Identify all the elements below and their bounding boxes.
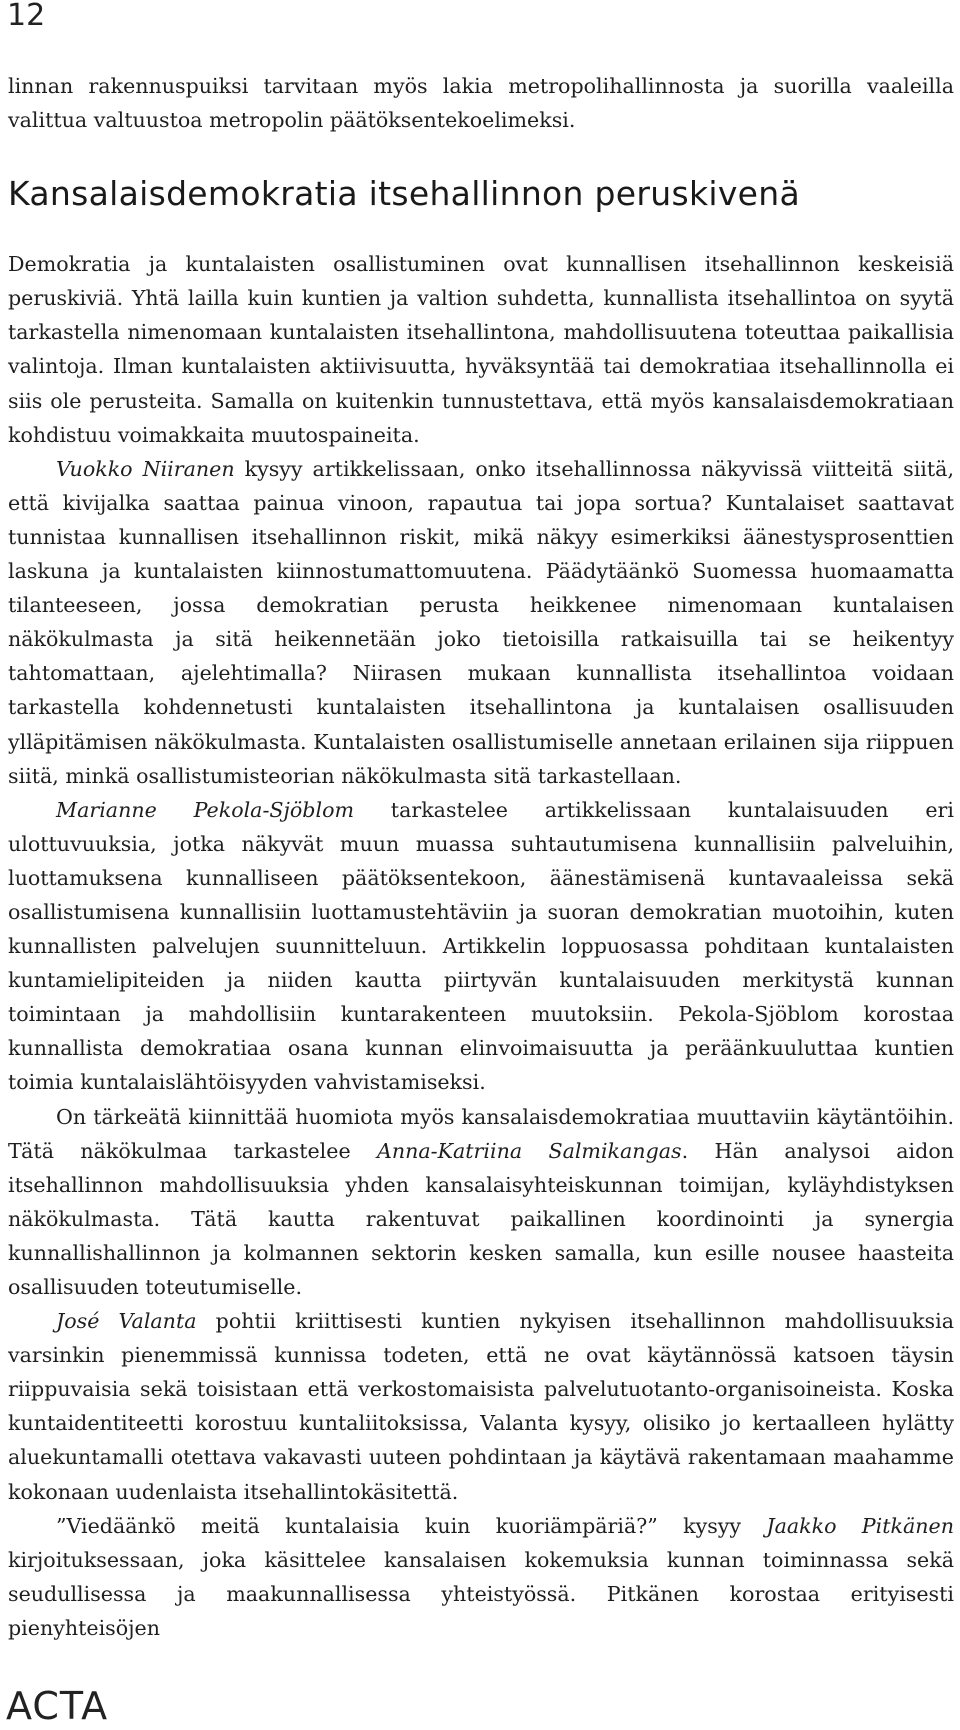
paragraph-text: On tärkeätä kiinnittää huomiota myös kansalaisdemokratiaa muuttaviin käytäntöihin. Tätä näkökulmaa tarkastelee [8, 1104, 954, 1163]
paragraph-text: ”Viedäänkö meitä kuntalaisia kuin kuoriämpäriä?” kysyy [56, 1513, 767, 1538]
author-name: Jaakko Pitkänen [766, 1513, 954, 1538]
author-name: Marianne Pekola-Sjöblom [56, 797, 354, 822]
author-name: Vuokko Niiranen [56, 456, 235, 481]
paragraph-pitkanen [8, 1509, 954, 1645]
paragraph-text: . Hän analysoi aidon itsehallinnon mahdollisuuksia yhden kansalaisyhteiskunnan toimijan, kyläyhdistyksen näkökulmasta. Tätä kautta rakentuvat paikallinen koordinointi ja synergia kunnallishallinnon ja kolmannen sektorin kesken samalla, kun esille nousee haasteita osallisuuden toteutumiselle. [8, 1138, 954, 1299]
paragraph-niiranen [8, 452, 954, 793]
paragraph-text: pohtii kriittisesti kuntien nykyisen itsehallinnon mahdollisuuksia varsinkin pienemmissä kunnissa todeten, että ne ovat käytännössä katsoen täysin riippuvaisia sekä toisistaan että verkostomaisista palvelutuotanto-organisoineista. Koska kuntaidentiteetti korostuu kuntaliitoksissa, Valanta kysyy, olisiko jo kertaalleen hylätty aluekuntamalli otettava vakavasti uuteen pohdintaan ja käytävä rakentamaan maahamme kokonaan uudenlaista itsehallintokäsitettä. [8, 1309, 954, 1504]
paragraph-text: kysyy artikkelissaan, onko itsehallinnossa näkyvissä viitteitä siitä, että kivijalka saattaa painua vinoon, rapautua tai jopa sortua? Kuntalaiset saattavat tunnistaa kunnallisen itsehallinnon riskit, mikä näkyy esimerkiksi äänestysprosenttien laskuna ja kuntalaisten kiinnostumattomuutena. Päädytäänkö Suomessa huomaamatta tilanteeseen, jossa demokratian perusta heikkenee nimenomaan kuntalaisen näkökulmasta ja sitä heikennetään joko tietoisilla ratkaisuilla tai se heikentyy tahtomattaan, ajelehtimalla? Niirasen mukaan kunnallista itsehallintoa voidaan tarkastella kohdennetusti kuntalaisten itsehallintona ja kuntalaisen osallisuuden ylläpitämisen näkökulmasta. Kuntalaisten osallistumiselle annetaan erilainen sija riippuen siitä, minkä osallistumisteorian näkökulmasta sitä tarkastellaan. [8, 456, 954, 788]
page-number: 12 [7, 0, 46, 33]
author-name: Anna-Katriina Salmikangas [376, 1138, 682, 1163]
paragraph-text: kirjoituksessaan, joka käsittelee kansalaisen kokemuksia kunnan toiminnassa sekä seudullisessa ja maakunnallisessa yhteistyössä. Pitkänen korostaa erityisesti pienyhteisöjen [8, 1547, 954, 1640]
paragraph-democracy: Demokratia ja kuntalaisten osallistuminen ovat kunnallisen itsehallinnon keskeisiä peruskiviä. Yhtä lailla kuin kuntien ja valtion suhdetta, kunnallista itsehallintoa on syytä tarkastella nimenomaan kuntalaisten itsehallintona, mahdollisuutena toteuttaa paikallisia valintoja. Ilman kuntalaisten aktiivisuutta, hyväksyntää tai demokratiaa itsehallinnolla ei siis ole perusteita. Samalla on kuitenkin tunnustettava, että myös kansalaisdemokratiaan kohdistuu voimakkaita muutospaineita. [8, 252, 954, 447]
intro-paragraph: linnan rakennuspuiksi tarvitaan myös lakia metropolihallinnosta ja suorilla vaaleilla valittua valtuustoa metropolin päätöksentekoelimeksi. [8, 74, 954, 133]
paragraph-valanta [8, 1304, 954, 1509]
article-body [8, 69, 954, 1645]
section-heading: Kansalaisdemokratia itsehallinnon peruskivenä [8, 174, 801, 214]
paragraph-salmikangas [8, 1100, 954, 1305]
author-name: José Valanta [56, 1309, 197, 1334]
paragraph-text: tarkastelee artikkelissaan kuntalaisuuden eri ulottuvuuksia, jotka näkyvät muun muassa suhtautumisena kunnallisiin palveluihin, luottamuksena kunnalliseen päätöksentekoon, äänestämisenä kuntavaaleissa sekä osallistumisena kunnallisiin luottamustehtäviin ja suoran demokratian muotoihin, kuten kunnallisten palvelujen suunnitteluun. Artikkelin loppuosassa pohditaan kuntalaisten kuntamielipiteiden ja niiden kautta piirtyvän kuntalaisuuden merkitystä kunnan toimintaan ja mahdollisiin kuntarakenteen muutoksiin. Pekola-Sjöblom korostaa kunnallista demokratiaa osana kunnan elinvoimaisuutta ja peräänkuuluttaa kuntien toimia kuntalaislähtöisyyden vahvistamiseksi. [8, 797, 954, 1095]
publication-label: ACTA [6, 1684, 109, 1728]
paragraph-pekola-sjoblom [8, 793, 954, 1100]
